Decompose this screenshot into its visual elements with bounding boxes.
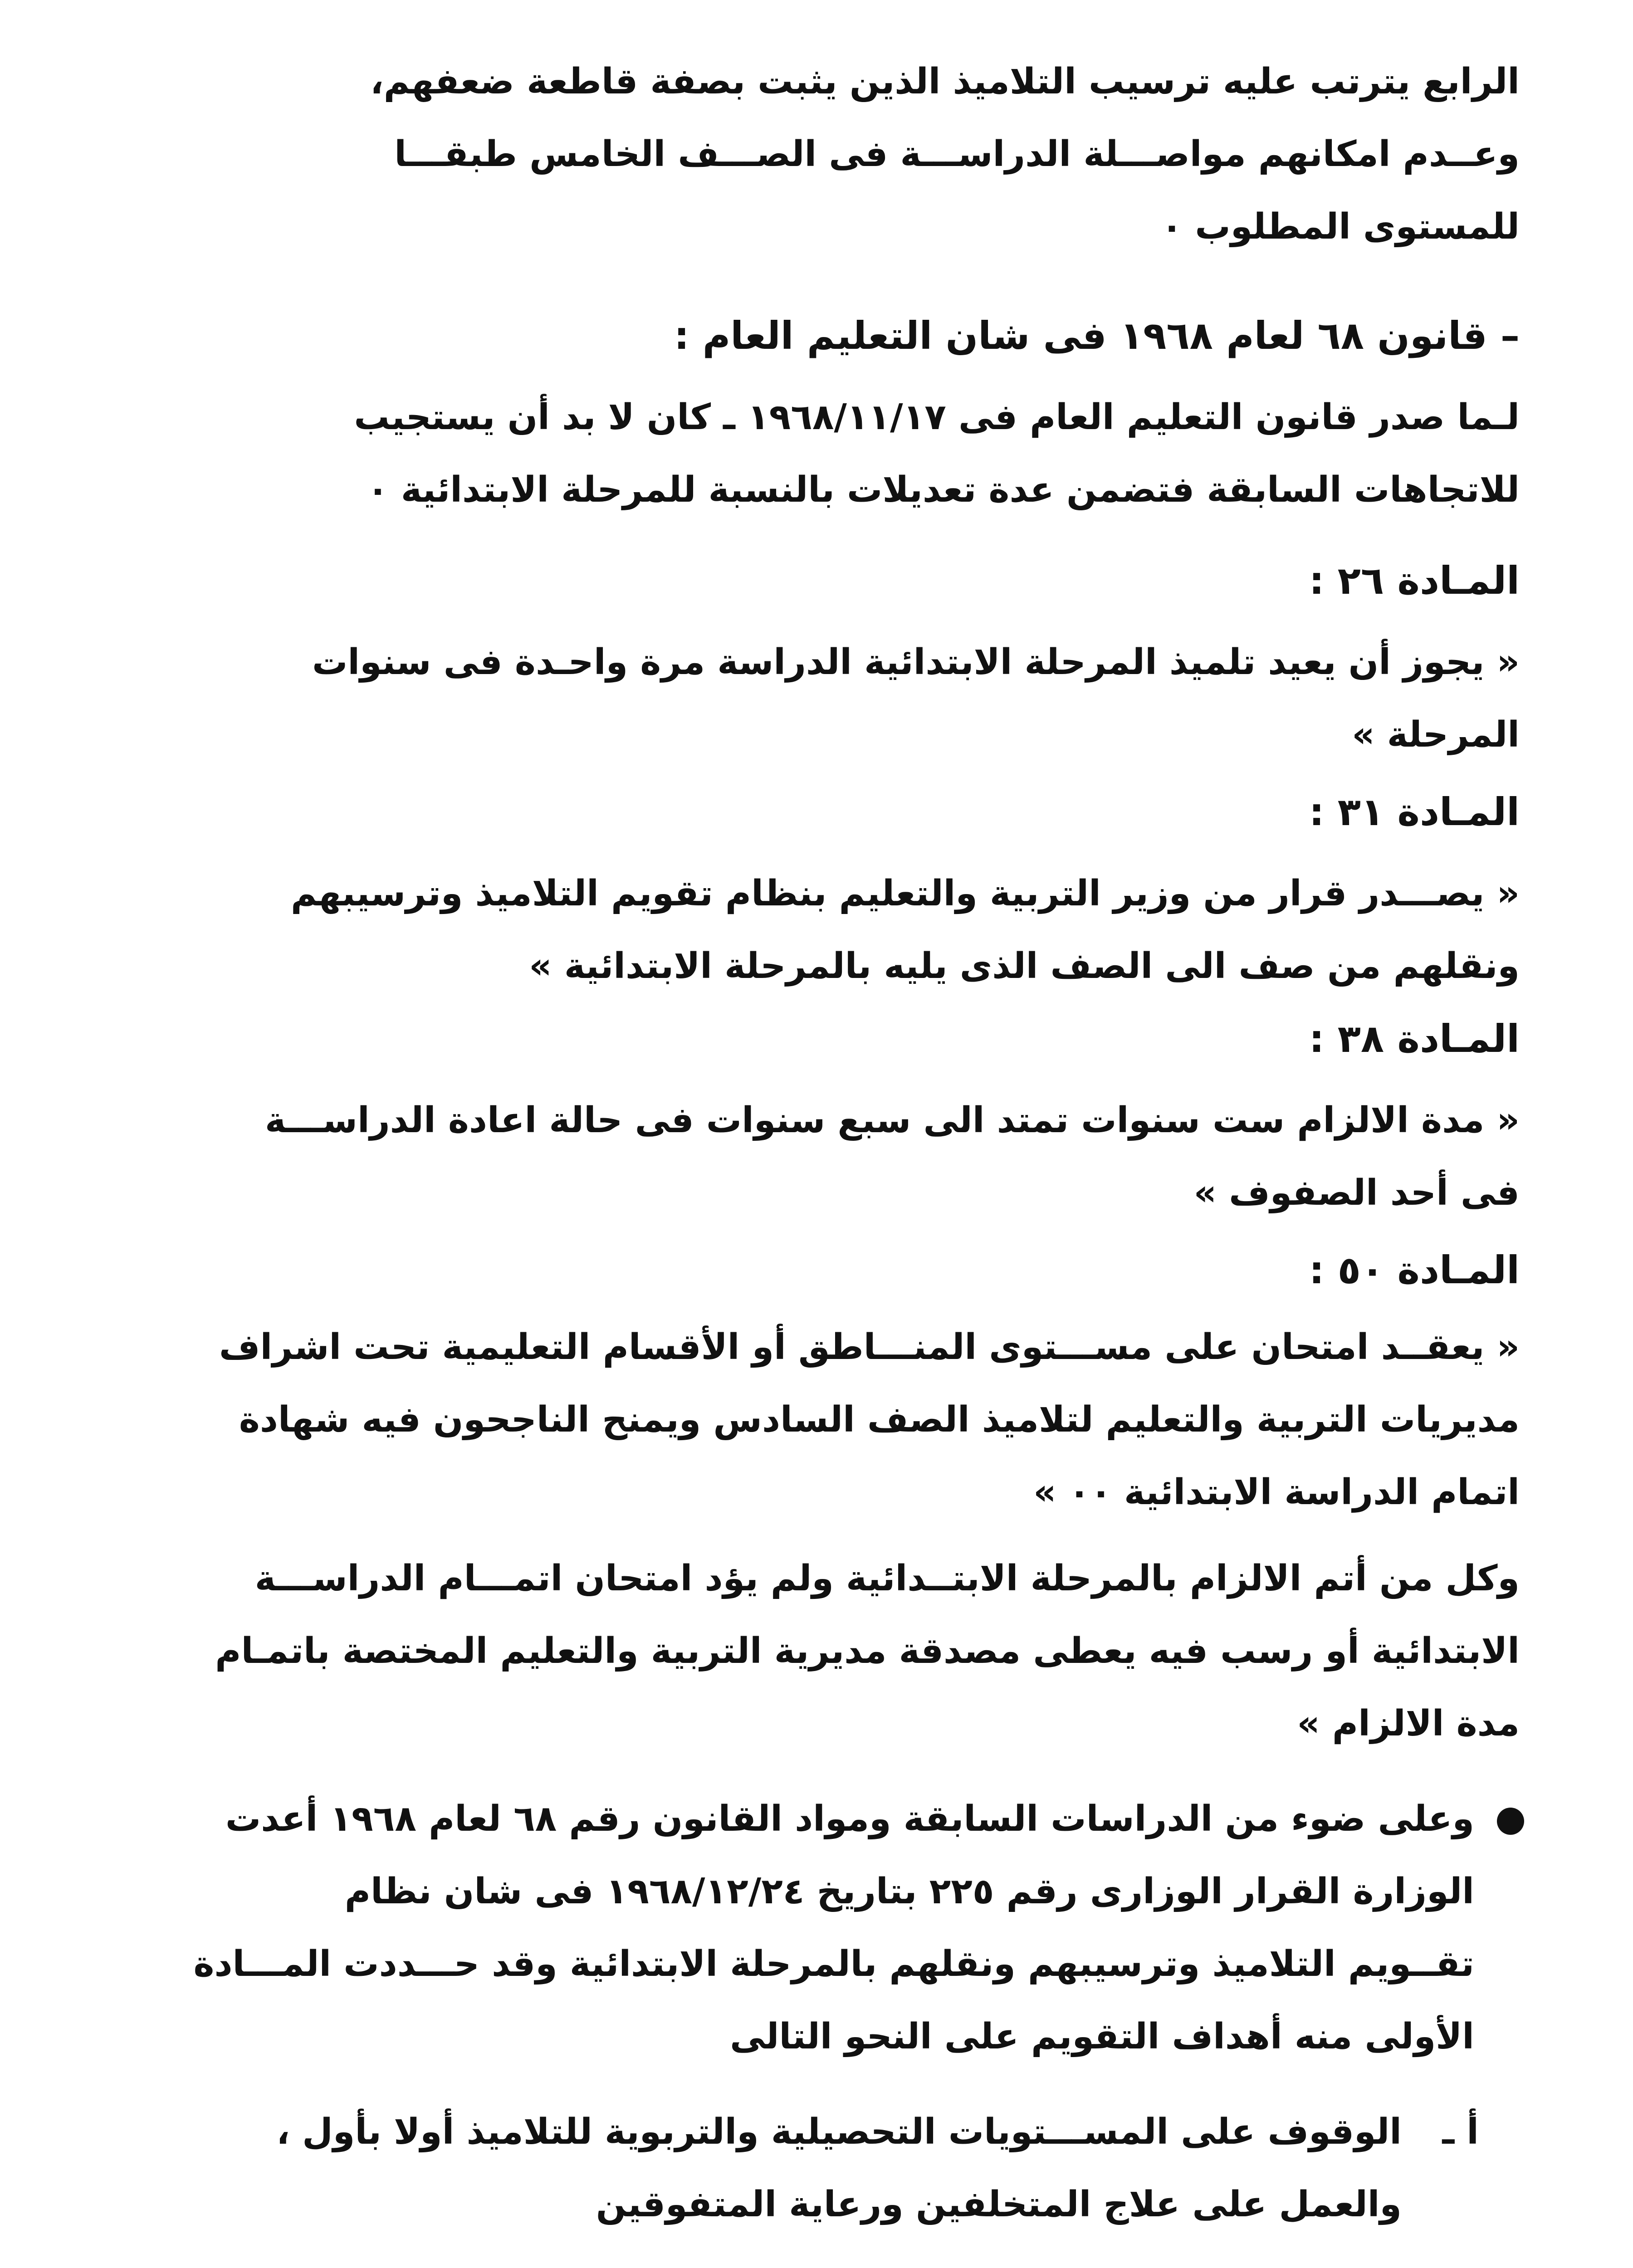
article-title: المـادة ٣١ :: [1309, 790, 1520, 834]
decision-paragraph: [104, 1783, 1520, 2073]
text-line: فى أحد الصفوف »: [1193, 1173, 1520, 1213]
article-title: المـادة ٣٨ :: [1309, 1017, 1520, 1061]
text-line: الوقوف على المســـتويات التحصيلية والتربوية للتلاميذ أولا بأول ،: [276, 2112, 1402, 2152]
section-heading: – قانون ٦٨ لعام ١٩٦٨ فى شان التعليم العام :: [674, 313, 1520, 358]
text-line: وكل من أتم الالزام بالمرحلة الابتــدائية ولم يؤد امتحان اتمـــام الدراســـة: [254, 1558, 1520, 1599]
goal-marker: أ ـ: [1442, 2112, 1479, 2152]
article-title: المـادة ٢٦ :: [1309, 558, 1520, 603]
goal-item: [104, 2254, 1520, 2268]
text-line: للمستوى المطلوب ٠: [1161, 206, 1520, 247]
text-line: للاتجاهات السابقة فتضمن عدة تعديلات بالنسبة للمرحلة الابتدائية ٠: [367, 469, 1520, 510]
text-line: مدة الالزام »: [1297, 1703, 1520, 1744]
text-line: الوزارة القرار الوزارى رقم ٢٢٥ بتاريخ ١٩٦٨/١٢/٢٤ فى شان نظام: [344, 1871, 1474, 1912]
bullet-icon: [1497, 1808, 1524, 1835]
text-line: مديريات التربية والتعليم لتلاميذ الصف السادس ويمنح الناجحون فيه شهادة: [239, 1399, 1520, 1440]
text-line: والعمل على علاج المتخلفين ورعاية المتفوقين: [596, 2184, 1402, 2225]
text-line: « يعقــد امتحان على مســـتوى المنـــاطق أو الأقسام التعليمية تحت اشراف: [219, 1327, 1520, 1368]
intro-paragraph: [104, 45, 1520, 263]
text-line: تقــويم التلاميذ وترسيبهم ونقلهم بالمرحلة الابتدائية وقد حـــددت المـــادة: [193, 1944, 1474, 1984]
text-line: « مدة الالزام ست سنوات تمتد الى سبع سنوات فى حالة اعادة الدراســـة: [265, 1100, 1520, 1141]
text-line: المرحلة »: [1352, 714, 1520, 755]
text-line: « يصـــدر قرار من وزير التربية والتعليم بنظام تقويم التلاميذ وترسيبهم: [291, 873, 1520, 914]
text-line: لـما صدر قانون التعليم العام فى ١٩٦٨/١١/١٧ ـ كان لا بد أن يستجيب: [354, 397, 1520, 438]
text-line: الرابع يترتب عليه ترسيب التلاميذ الذين يثبت بصفة قاطعة ضعفهم،: [370, 61, 1520, 102]
article-title: المـادة ٥٠ :: [1309, 1248, 1520, 1292]
text-line: وعــدم امكانهم مواصـــلة الدراســـة فى الصـــف الخامس طبقـــا: [394, 134, 1520, 175]
article-continued-paragraph: [104, 1542, 1520, 1760]
text-line: ونقلهم من صف الى الصف الذى يليه بالمرحلة الابتدائية »: [529, 946, 1520, 987]
article-body: [104, 1084, 1520, 1229]
article-body: [104, 626, 1520, 771]
article-body: [104, 857, 1520, 1002]
text-line: اتمام الدراسة الابتدائية ٠٠ »: [1033, 1472, 1520, 1513]
article-body: [104, 1311, 1520, 1529]
text-line: الأولى منه أهداف التقويم على النحو التالى: [730, 2016, 1474, 2057]
goal-item: [104, 2096, 1520, 2241]
goal-marker: [1419, 2254, 1479, 2268]
document-page: [104, 45, 1520, 2268]
law-intro-paragraph: [104, 381, 1520, 526]
text-line: وعلى ضوء من الدراسات السابقة ومواد القانون رقم ٦٨ لعام ١٩٦٨ أعدت: [225, 1799, 1474, 1839]
text-line: « يجوز أن يعيد تلميذ المرحلة الابتدائية الدراسة مرة واحـدة فى سنوات: [312, 642, 1520, 683]
text-line: الابتدائية أو رسب فيه يعطى مصدقة مديرية التربية والتعليم المختصة باتمـام: [215, 1631, 1520, 1672]
text-line: [132, 2254, 1402, 2268]
